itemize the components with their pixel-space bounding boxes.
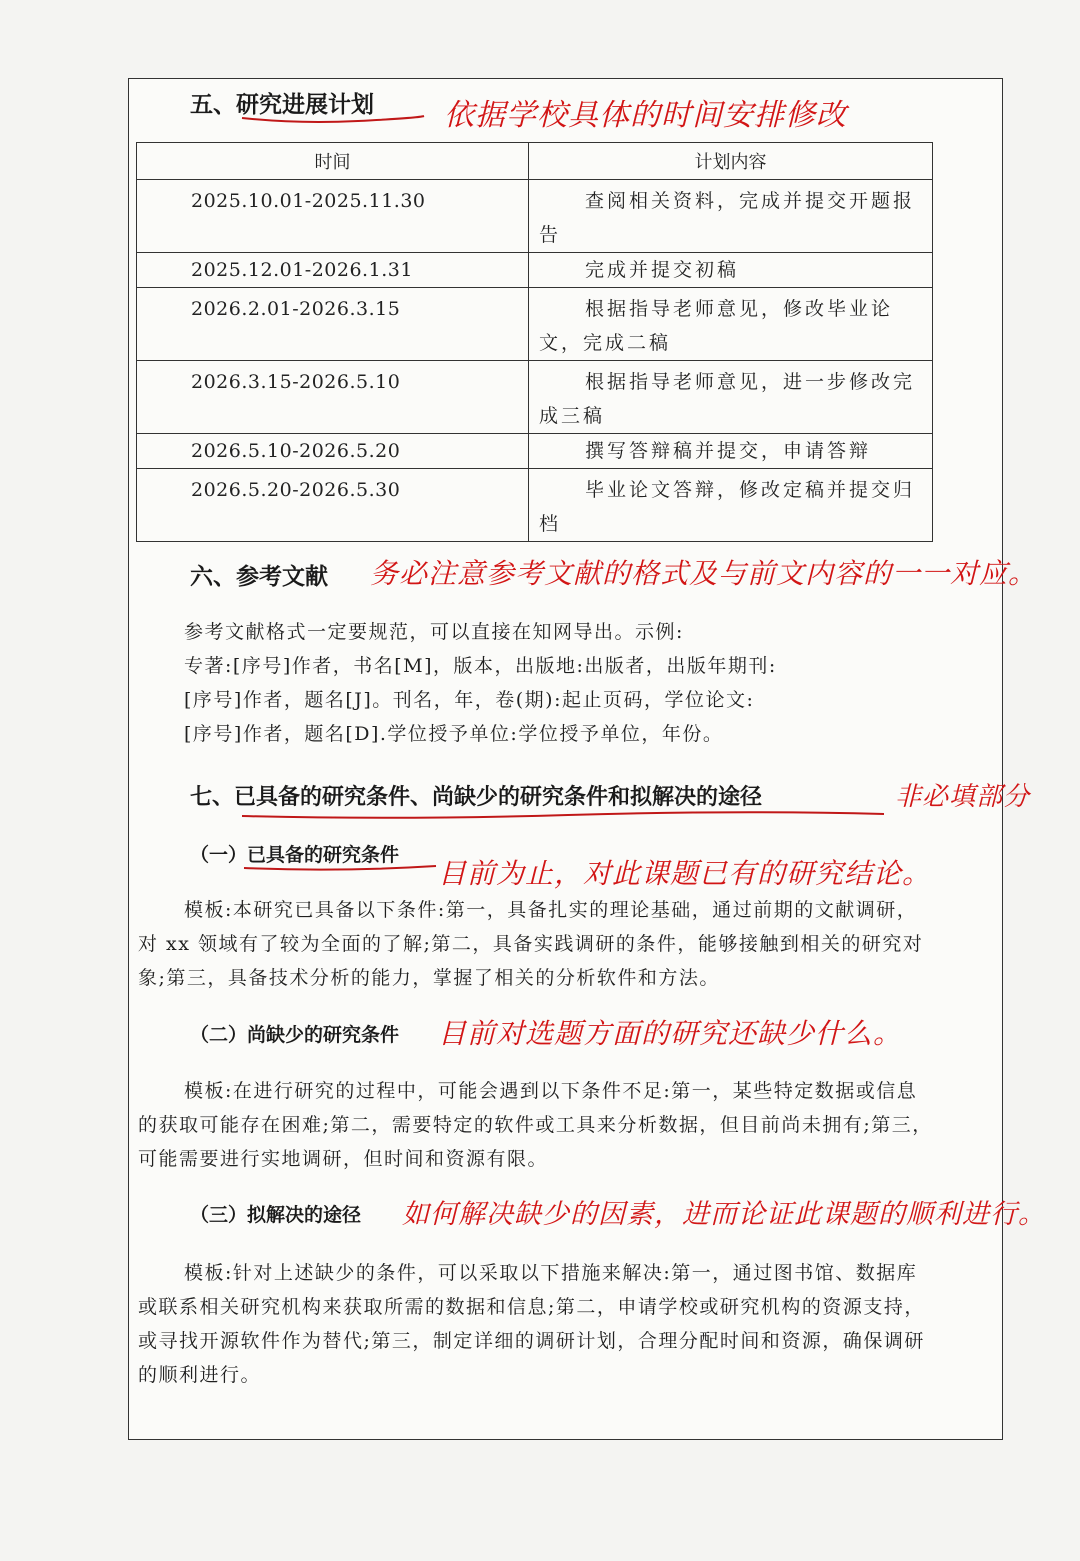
subsection-2-handwritten-note: 目前对选题方面的研究还缺少什么。 xyxy=(438,1017,903,1050)
table-cell-time: 2026.5.20-2026.5.30 xyxy=(191,479,401,501)
table-cell-time: 2025.10.01-2025.11.30 xyxy=(191,190,426,212)
text-line: 参考文献格式一定要规范，可以直接在知网导出。示例: xyxy=(184,621,684,643)
section-6-handwritten-note: 务必注意参考文献的格式及与前文内容的一一对应。 xyxy=(370,557,1038,590)
table-cell-content: 完成并提交初稿 xyxy=(585,259,740,281)
text-line: 或寻找开源软件作为替代;第三，制定详细的调研计划，合理分配时间和资源，确保调研 xyxy=(138,1330,925,1352)
text-line: [序号]作者，题名[J]。刊名，年，卷(期):起止页码，学位论文: xyxy=(184,689,755,711)
text-line: 模板:本研究已具备以下条件:第一，具备扎实的理论基础，通过前期的文献调研， xyxy=(184,899,918,921)
subsection-2-body xyxy=(138,1074,933,1176)
table-cell-content: 撰写答辩稿并提交，申请答辩 xyxy=(585,440,872,462)
section-5-title: 五、研究进展计划 xyxy=(190,92,374,118)
text-line: 象;第三，具备技术分析的能力，掌握了相关的分析软件和方法。 xyxy=(138,967,720,989)
section-5-handwritten-note: 依据学校具体的时间安排修改 xyxy=(444,98,847,133)
text-line: 专著:[序号]作者，书名[M]，版本，出版地:出版者，出版年期刊: xyxy=(184,655,777,677)
text-line: 的顺利进行。 xyxy=(138,1364,262,1386)
text-line: [序号]作者，题名[D].学位授予单位:学位授予单位，年份。 xyxy=(184,723,724,745)
table-cell-content: 根据指导老师意见，进一步修改完成三稿 xyxy=(539,371,916,427)
table-cell-content: 查阅相关资料，完成并提交开题报告 xyxy=(539,190,916,246)
references-format-block xyxy=(184,615,777,751)
table-row xyxy=(137,253,933,288)
table-header-content: 计划内容 xyxy=(529,143,933,180)
subsection-2-title: （二）尚缺少的研究条件 xyxy=(190,1024,400,1046)
table-cell-time: 2026.5.10-2026.5.20 xyxy=(191,440,401,462)
text-line: 对 xx 领域有了较为全面的了解;第二，具备实践调研的条件，能够接触到相关的研究对 xyxy=(138,933,924,955)
text-line: 或联系相关研究机构来获取所需的数据和信息;第二，申请学校或研究机构的资源支持， xyxy=(138,1296,925,1318)
section-7-handwritten-note: 非必填部分 xyxy=(895,782,1031,812)
table-row xyxy=(137,361,933,434)
section-7-title: 七、已具备的研究条件、尚缺少的研究条件和拟解决的途径 xyxy=(190,785,763,810)
subsection-1-title: （一）已具备的研究条件 xyxy=(190,844,400,866)
subsection-3-handwritten-note: 如何解决缺少的因素，进而论证此课题的顺利进行。 xyxy=(402,1199,1046,1230)
progress-plan-table xyxy=(136,142,933,542)
subsection-1-body xyxy=(138,893,923,995)
subsection-1-underline xyxy=(240,860,440,874)
section-7-title-underline xyxy=(238,806,888,822)
table-row xyxy=(137,180,933,253)
text-line: 的获取可能存在困难;第二，需要特定的软件或工具来分析数据，但目前尚未拥有;第三， xyxy=(138,1114,933,1136)
table-cell-time: 2025.12.01-2026.1.31 xyxy=(191,259,413,281)
text-line: 模板:在进行研究的过程中，可能会遇到以下条件不足:第一，某些特定数据或信息 xyxy=(184,1080,918,1102)
table-row xyxy=(137,434,933,469)
table-cell-content: 根据指导老师意见，修改毕业论文，完成二稿 xyxy=(539,298,894,354)
subsection-3-title: （三）拟解决的途径 xyxy=(190,1204,362,1226)
text-line: 模板:针对上述缺少的条件，可以采取以下措施来解决:第一，通过图书馆、数据库 xyxy=(184,1262,918,1284)
table-cell-time: 2026.3.15-2026.5.10 xyxy=(191,371,401,393)
subsection-3-body xyxy=(138,1256,925,1392)
table-row xyxy=(137,469,933,542)
table-cell-time: 2026.2.01-2026.3.15 xyxy=(191,298,401,320)
subsection-1-handwritten-note: 目前为止，对此课题已有的研究结论。 xyxy=(438,857,932,890)
text-line: 可能需要进行实地调研，但时间和资源有限。 xyxy=(138,1148,549,1170)
section-5-title-underline xyxy=(238,110,428,126)
table-cell-content: 毕业论文答辩，修改定稿并提交归档 xyxy=(539,479,916,535)
table-header-time: 时间 xyxy=(137,143,529,180)
section-6-title: 六、参考文献 xyxy=(190,564,328,590)
table-row xyxy=(137,288,933,361)
